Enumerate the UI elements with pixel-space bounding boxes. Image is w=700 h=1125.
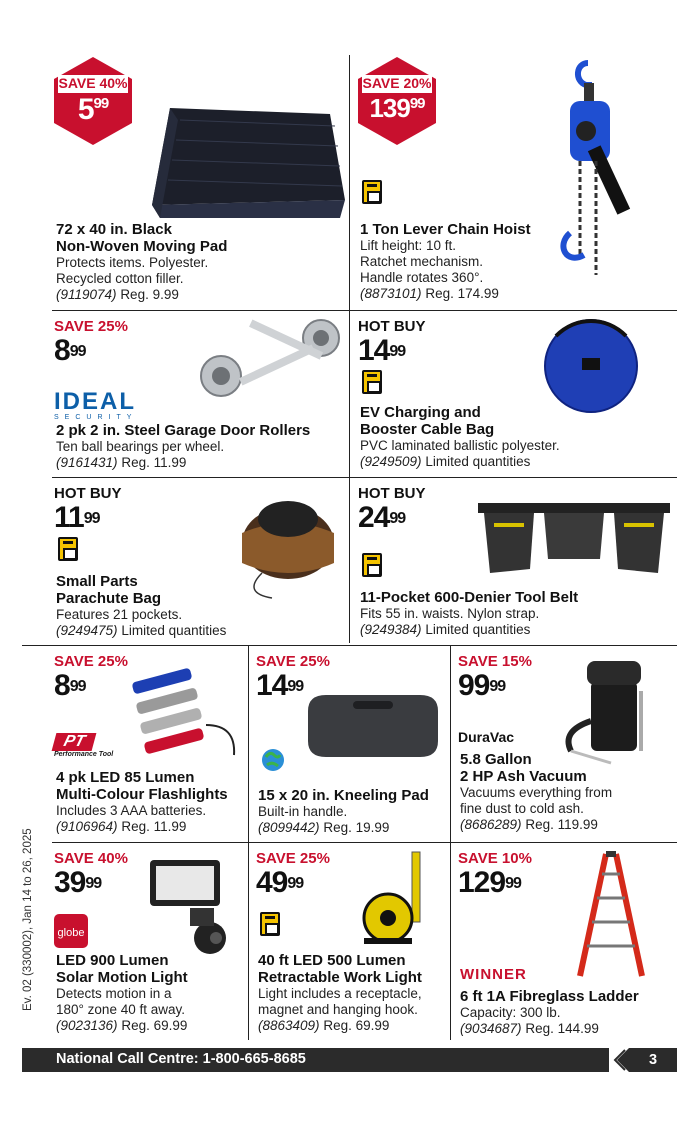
price-badge: SAVE 40% $5^{99}$	[52, 55, 134, 147]
product-title: 72 x 40 in. Black Non-Woven Moving Pad	[56, 221, 228, 255]
edition-note: Ev. 02 (330002), Jan 14 to 26, 2025	[22, 828, 34, 1011]
product-ash-vacuum[interactable]	[456, 651, 676, 839]
tool-belt-image	[474, 499, 674, 579]
price-tag: HOT BUY	[358, 318, 426, 335]
cable-bag-image	[526, 316, 656, 416]
ladder-image	[566, 850, 656, 980]
sale-price: $99^{99}$	[458, 669, 506, 702]
row-divider	[52, 310, 677, 311]
price-badge: SAVE 20% $139^{99}$	[356, 55, 438, 147]
product-title: Small Parts Parachute Bag	[56, 573, 162, 607]
product-sku: (8863409) Reg. 69.99	[258, 1018, 390, 1033]
product-sku: (9249384) Limited quantities	[360, 622, 531, 637]
product-flashlights[interactable]	[52, 651, 246, 839]
price-tag: SAVE 40%	[54, 850, 128, 867]
product-title: 4 pk LED 85 Lumen Multi-Colour Flashlights	[56, 769, 228, 803]
power-fist-logo	[58, 537, 78, 561]
product-sku: (9034687) Reg. 144.99	[460, 1021, 599, 1036]
winner-logo: WINNER	[460, 966, 527, 983]
row-divider	[52, 842, 677, 843]
product-tool-belt[interactable]	[356, 483, 676, 643]
price-tag: SAVE 25%	[54, 653, 128, 670]
product-sku: (8099442) Reg. 19.99	[258, 820, 390, 835]
performance-tool-logo: PT Performance Tool	[54, 733, 113, 758]
eco-globe-icon	[260, 747, 286, 773]
price-tag: SAVE 10%	[458, 850, 532, 867]
product-parachute-bag[interactable]	[52, 483, 347, 643]
kneeling-pad-image	[298, 691, 448, 761]
power-fist-logo	[362, 180, 382, 204]
price-tag: SAVE 25%	[54, 318, 128, 335]
product-title: 1 Ton Lever Chain Hoist	[360, 221, 531, 238]
sale-price: $129^{99}$	[458, 866, 521, 899]
moving-pad-image	[140, 100, 350, 220]
product-solar-light[interactable]	[52, 848, 246, 1040]
product-description: Features 21 pockets.	[56, 607, 183, 622]
product-garage-rollers[interactable]	[52, 316, 347, 474]
product-title: 5.8 Gallon 2 HP Ash Vacuum	[460, 751, 587, 785]
power-fist-logo	[260, 912, 280, 936]
price-tag: SAVE 25%	[256, 850, 330, 867]
sale-price: $24^{99}$	[358, 501, 406, 534]
product-sku: (9249475) Limited quantities	[56, 623, 227, 638]
product-description: Lift height: 10 ft. Ratchet mechanism. Handle rotates 360°.	[360, 238, 484, 285]
product-sku: (8686289) Reg. 119.99	[460, 817, 598, 832]
product-sku: (9023136) Reg. 69.99	[56, 1018, 188, 1033]
sale-price: $11^{99}$	[54, 501, 100, 534]
product-description: Protects items. Polyester. Recycled cotton filler.	[56, 255, 209, 286]
sale-price: $49^{99}$	[256, 866, 304, 899]
footer-bar	[22, 1048, 677, 1072]
product-sku: (9161431) Reg. 11.99	[56, 455, 187, 470]
product-chain-hoist[interactable]	[356, 55, 676, 307]
call-centre-label: National Call Centre: 1-800-665-8685	[56, 1051, 306, 1067]
flashlights-image	[126, 665, 246, 760]
solar-light-image	[140, 848, 250, 958]
sale-price: $39^{99}$	[54, 866, 102, 899]
product-description: Ten ball bearings per wheel.	[56, 439, 225, 454]
sale-price: $8^{99}$	[54, 334, 86, 367]
power-fist-logo	[362, 370, 382, 394]
product-title: 2 pk 2 in. Steel Garage Door Rollers	[56, 422, 311, 439]
product-title: LED 900 Lumen Solar Motion Light	[56, 952, 188, 986]
ideal-logo: IDEAL SECURITY	[54, 388, 138, 421]
product-description: Fits 55 in. waists. Nylon strap.	[360, 606, 540, 621]
sale-price: $8^{99}$	[54, 669, 86, 702]
product-title: 11-Pocket 600-Denier Tool Belt	[360, 589, 579, 606]
price-tag: HOT BUY	[54, 485, 122, 502]
product-sku: (9106964) Reg. 11.99	[56, 819, 187, 834]
price-tag: HOT BUY	[358, 485, 426, 502]
product-moving-pad[interactable]	[52, 55, 347, 307]
product-title: 40 ft LED 500 Lumen Retractable Work Light	[258, 952, 422, 986]
product-ev-cable-bag[interactable]	[356, 316, 676, 474]
product-ladder[interactable]	[456, 848, 676, 1040]
product-work-light[interactable]	[254, 848, 448, 1040]
sale-price: $14^{99}$	[358, 334, 406, 367]
work-light-image	[354, 848, 444, 948]
product-sku: (9119074) Reg. 9.99	[56, 287, 179, 302]
product-title: EV Charging and Booster Cable Bag	[360, 404, 495, 438]
power-fist-logo	[362, 553, 382, 577]
row-divider	[52, 477, 677, 478]
product-description: Includes 3 AAA batteries.	[56, 803, 207, 818]
product-description: Vacuums everything from fine dust to cold ash.	[460, 785, 613, 816]
sale-price: $14^{99}$	[256, 669, 304, 702]
product-description: PVC laminated ballistic polyester.	[360, 438, 560, 453]
price-tag: SAVE 15%	[458, 653, 532, 670]
duravac-logo: DuraVac	[458, 729, 515, 745]
product-title: 15 x 20 in. Kneeling Pad	[258, 787, 429, 804]
product-description: Capacity: 300 lb.	[460, 1005, 561, 1020]
chevron-left-icon	[609, 1048, 629, 1072]
product-description: Built-in handle.	[258, 804, 348, 819]
row-divider	[22, 645, 677, 646]
product-sku: (9249509) Limited quantities	[360, 454, 531, 469]
rollers-image	[197, 316, 347, 416]
price-tag: SAVE 25%	[256, 653, 330, 670]
product-description: Detects motion in a 180° zone 40 ft away.	[56, 986, 185, 1017]
globe-logo: globe	[54, 914, 88, 948]
product-description: Light includes a receptacle, magnet and hanging hook.	[258, 986, 422, 1017]
product-title: 6 ft 1A Fibreglass Ladder	[460, 988, 639, 1005]
page-number: 3	[629, 1048, 677, 1072]
product-kneeling-pad[interactable]	[254, 651, 448, 839]
product-sku: (8873101) Reg. 174.99	[360, 286, 499, 301]
